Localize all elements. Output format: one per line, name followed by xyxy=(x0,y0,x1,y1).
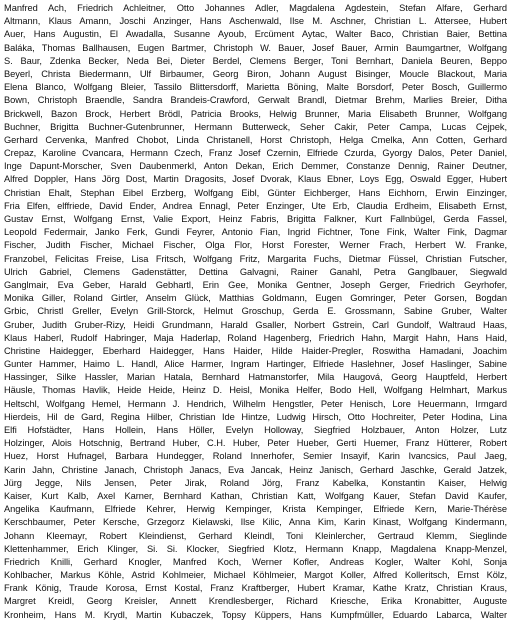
text-line: Margret Kreidl, Georg Kreisler, Annett Krendlesberger, Richard Kriesche, Erika Kronabitter, Auguste xyxy=(4,596,507,607)
text-line: Elfi Hofstädter, Hans Hollein, Hans Höller, Evelyn Holloway, Siegfried Holzbauer, Anton Holzer, Lutz xyxy=(4,425,507,435)
text-line: Gunter Hammer, Haimo L. Handl, Alice Harmer, Ingram Hartinger, Elfriede Haslehner, Josef Haslinger, Sabine xyxy=(4,359,507,370)
text-line: Kaiser, Kurt Kalb, Axel Karner, Bernhard Kathan, Christian Katt, Wolfgang Kauer, Stefan David Kaufer, xyxy=(4,490,507,501)
text-line: Christine Haidegger, Eberhard Haidegger, Hans Haider, Hilde Haider-Pregler, Roswitha Hamadani, Joachim xyxy=(4,345,507,356)
text-line: Crepaz, Karoline Cvancara, Hermann Czech, Franz Josef Czernin, Elfriede Czurda, Gyorgy Dalos, Peter Daniel, xyxy=(4,148,507,159)
text-line: Grbic, Christl Greller, Evelyn Grill-Storck, Helmut Groschup, Gerda E. Grossmann, Sabine Gruber, Walter xyxy=(4,306,507,317)
text-line: Beyerl, Christa Biedermann, Ulf Birbaumer, Georg Biron, Johann August Bisinger, Moucle Blackout, Maria xyxy=(4,68,507,79)
text-line: Manfred Ach, Friedrich Achleitner, Otto Johannes Adler, Magdalena Agdestein, Stefan Alfare, Gerhard xyxy=(4,3,507,13)
text-line: Gerhard Cervenka, Manfred Chobot, Linda Christanell, Horst Christoph, Helga Cmelka, Ann Cotten, Gerhard xyxy=(4,134,507,145)
text-line: Klettenhammer, Erich Klinger, Si. Si. Klocker, Siegfried Klotz, Hermann Knapp, Magdalena Knapp-Menzel, xyxy=(4,543,507,554)
text-line: Jürg Jegge, Nils Jensen, Peter Jirak, Roland Jörg, Franz Kabelka, Konstantin Kaiser, Helwig xyxy=(4,477,507,488)
text-line: Buchner, Brigitta Buchner-Gutenbrunner, Hermann Butterweck, Seher Cakir, Peter Campa, Lucas Cejpek, xyxy=(4,121,507,132)
text-line: Kerschbaumer, Peter Kersche, Grzegorz Kielawski, Ilse Kilic, Anna Kim, Karin Kinast, Wolfgang Kindermann, xyxy=(4,517,507,528)
text-line: Baláka, Thomas Ballhausen, Eugen Bartmer, Christoph W. Bauer, Josef Bauer, Armin Baumgartner, Wolfgang xyxy=(4,42,507,53)
text-line: Fria Elfen, elffriede, David Ender, Andrea Ennagl, Peter Enzinger, Ute Erb, Claudia Erdheim, Elisabeth Ernst, xyxy=(4,200,507,211)
text-line: S. Baur, Zdenka Becker, Neda Bei, Dieter Berdel, Clemens Berger, Toni Bernhart, Daniela Beuren, Beppo xyxy=(4,55,507,66)
text-line: Heltschl, Wolfgang Hemel, Hermann J. Hendrich, Wilhelm Hengstler, Peter Henisch, Lore Heuermann, Irmgard xyxy=(4,398,507,409)
text-line: Gruber, Judith Gruber-Rizy, Heidi Grundmann, Harald Gsaller, Norbert Gstrein, Carl Gundolf, Waltraud Haas, xyxy=(4,319,507,330)
text-line: Fischer, Judith Fischer, Michael Fischer, Olga Flor, Horst Forester, Werner Frach, Herbert W. Franke, xyxy=(4,240,507,251)
text-line: Gustav Ernst, Wolfgang Ernst, Valie Export, Heinz Fabris, Brigitta Falkner, Kurt Fallnbügel, Gerda Fassel, xyxy=(4,214,507,224)
text-line: Bown, Christoph Braendle, Sandra Brandeis-Crawford, Gerwalt Brandl, Dietmar Brehm, Marlies Breier, Ditha xyxy=(4,95,507,106)
text-line: Inge Dapunt-Morscher, Sven Daubenmerkl, Anton Dekan, Erich Demmer, Constanze Dennig, Rainer Deutner, xyxy=(4,161,507,172)
text-line: Johann Kleemayr, Robert Kleindienst, Gerhard Kleindl, Toni Kleinlercher, Gertraud Klemm, Sieglinde xyxy=(4,530,507,541)
text-line: Alfred Doppler, Hans Jörg Dost, Martin Dragosits, Josef Dvorak, Klaus Ebner, Loys Egg, Oswald Egger, Hubert xyxy=(4,174,507,185)
text-line: Franzobel, Felicitas Freise, Lisa Fritsch, Wolfgang Fritz, Margarita Fuchs, Dietmar Füssel, Christian Futscher, xyxy=(4,253,507,264)
text-line: Friedrich Knilli, Gerhard Knogler, Manfred Koch, Werner Kofler, Andreas Kogler, Walter Kohl, Sonja xyxy=(4,556,507,567)
text-line: Brickwell, Bazon Brock, Herbert Brödl, Patricia Brooks, Helwig Brunner, Maria Elisabeth Brunner, Wolfgang xyxy=(4,108,507,119)
text-line: Karin Jahn, Christine Janach, Christoph Janacs, Eva Jancak, Heinz Janisch, Gerhard Jaschke, Gerald Jatzek, xyxy=(4,464,507,475)
text-line: Frank König, Traude Korosa, Ernst Kostal, Franz Kraftberger, Hubert Kramar, Kathe Kratz, Christian Kraus, xyxy=(4,583,507,594)
text-line: Klaus Haberl, Rudolf Habringer, Maja Haderlap, Roland Hagenberg, Friedrich Hahn, Margit Hahn, Hans Haid, xyxy=(4,332,507,343)
text-line: Häusle, Thomas Havlik, Heide Heide, Heinz D. Heisl, Monika Helfer, Bodo Hell, Wolfgang Helmhart, Markus xyxy=(4,385,507,396)
text-line: Angelika Kaufmann, Elfriede Kehrer, Herwig Kempinger, Krista Kempinger, Elfriede Kern, Marie-Thérèse xyxy=(4,504,507,515)
text-line: Holzinger, Alois Hotschnig, Bertrand Huber, C.H. Huber, Peter Hueber, Gerti Huemer, Franz Hütterer, Robert xyxy=(4,438,507,449)
text-line: Huez, Horst Hufnagel, Barbara Hundegger, Roland Innerhofer, Semier Insayif, Karin Ivancsics, Paul Jaeg, xyxy=(4,451,507,462)
text-line: Christian Ehalt, Stephan Eibel Erzberg, Wolfgang Eibl, Günter Eichberger, Hans Eichhorn, Erwin Einzinger, xyxy=(4,187,507,198)
text-line: Ulrich Gabriel, Clemens Gadenstätter, Dettina Galvagni, Rainer Ganahl, Petra Ganglbauer, Siegwald xyxy=(4,266,507,277)
text-line: Ganglmair, Eva Geber, Harald Gebhartl, Erin Gee, Monika Gentner, Joseph Gerger, Friedrich Geyrhofer, xyxy=(4,279,507,290)
text-line: Elena Blanco, Wolfgang Bleier, Tassilo Blittersdorff, Marietta Böning, Malte Borsdorf, Peter Bosch, Guillermo xyxy=(4,82,507,93)
text-line: Hassinger, Silke Hassler, Marian Hatala, Bernhard Hatmanstorfer, Mila Haugová, Georg Hauptfeld, Herbert xyxy=(4,372,507,383)
text-line: Kohlbacher, Markus Köhle, Astrid Kohlmeier, Michael Köhlmeier, Margot Koller, Alfred Kolleritsch, Ernst Kölz, xyxy=(4,570,507,581)
text-line: Leopold Federmair, Janko Ferk, Gundi Feyrer, Antonio Fian, Ingrid Fichtner, Tone Fink, Walter Fink, Dagmar xyxy=(4,227,507,238)
text-line: Hierdeis, Hil de Gard, Regina Hilber, Christian Ide Hintze, Ludwig Hirsch, Otto Hochreiter, Peter Hodina, Lina xyxy=(4,411,507,422)
text-line: Altmann, Klaus Amann, Joschi Anzinger, Hans Aschenwald, Ilse M. Aschner, Christian L. Attersee, Hubert xyxy=(4,16,507,27)
text-line: Kronheim, Hans M. Krydl, Martin Kubaczek, Topsy Küppers, Hans Kumpfmüller, Eduardo Labarca, Walter xyxy=(4,609,507,620)
name-list xyxy=(4,2,507,627)
text-line: Monika Giller, Roland Girtler, Anselm Glück, Matthias Goldmann, Eugen Gomringer, Peter Gorsen, Bogdan xyxy=(4,293,507,304)
text-line: Auer, Hans Augustin, El Awadalla, Susanne Ayoub, Ercüment Aytac, Walter Baco, Christian Baier, Bettina xyxy=(4,29,507,40)
